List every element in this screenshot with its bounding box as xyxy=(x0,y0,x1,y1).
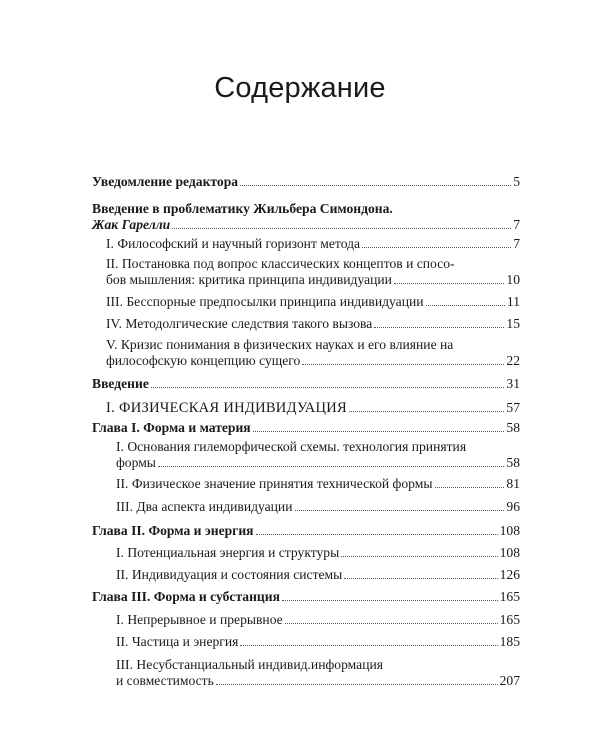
toc-entry-label: II. Частица и энергия xyxy=(116,634,239,649)
toc-subentry[interactable] xyxy=(92,236,520,252)
toc-subentry[interactable] xyxy=(92,294,520,310)
toc-subentry[interactable] xyxy=(92,476,520,492)
toc-subentry[interactable] xyxy=(92,612,520,628)
dot-leader xyxy=(394,283,504,284)
page-number: 31 xyxy=(506,376,520,391)
dot-leader xyxy=(282,600,498,601)
toc-entry-label: I. ФИЗИЧЕСКАЯ ИНДИВИДУАЦИЯ xyxy=(106,400,348,416)
toc-entry-label: Глава I. Форма и материя xyxy=(92,420,251,435)
page-number: 5 xyxy=(513,174,520,189)
page-number: 15 xyxy=(506,316,520,331)
page-number: 126 xyxy=(499,567,520,582)
dot-leader xyxy=(253,431,505,432)
dot-leader xyxy=(341,556,497,557)
dot-leader xyxy=(240,185,511,186)
dot-leader xyxy=(216,684,498,685)
page-number: 81 xyxy=(506,476,520,491)
toc-subentry[interactable] xyxy=(92,256,520,288)
dot-leader xyxy=(344,578,497,579)
toc-entry-label: II. Индивидуация и состояния системы xyxy=(116,567,343,582)
toc-entry-label: Глава II. Форма и энергия xyxy=(92,523,254,538)
page-number: 10 xyxy=(506,272,520,287)
toc-entry-label: III. Два аспекта индивидуации xyxy=(116,499,293,514)
toc-entry-label: I. Потенциальная энергия и структуры xyxy=(116,545,340,560)
page-number: 185 xyxy=(499,634,520,649)
toc-entry-chapter1[interactable] xyxy=(92,420,520,436)
toc-subentry[interactable] xyxy=(92,499,520,515)
page-number: 11 xyxy=(506,294,520,309)
page-number: 7 xyxy=(513,217,520,232)
toc-entry-label: I. Непрерывное и прерывное xyxy=(116,612,283,627)
dot-leader xyxy=(256,534,498,535)
page-number: 108 xyxy=(499,545,520,560)
toc-subentry[interactable] xyxy=(92,316,520,332)
toc-entry-label-cont: и совместимость xyxy=(116,673,214,688)
dot-leader xyxy=(240,645,497,646)
toc-entry-chapter2[interactable] xyxy=(92,523,520,539)
page-number: 108 xyxy=(499,523,520,538)
dot-leader xyxy=(158,466,504,467)
dot-leader xyxy=(295,510,505,511)
toc-entry-label-cont: бов мышления: критика принципа индивидуации xyxy=(106,272,392,287)
toc-subentry[interactable] xyxy=(92,567,520,583)
page-number: 7 xyxy=(513,236,520,251)
toc-entry-label: III. Несубстанциальный индивид.информация xyxy=(116,657,384,672)
dot-leader xyxy=(426,305,505,306)
toc-entry-label: III. Бесспорные предпосылки принципа индивидуации xyxy=(106,294,424,309)
toc-entry-label: II. Постановка под вопрос классических концептов и спосо- xyxy=(106,256,455,271)
toc-entry-author: Жак Гарелли xyxy=(92,217,171,232)
page-number: 165 xyxy=(499,589,520,604)
toc-entry-label: Введение в проблематику Жильбера Симондона. xyxy=(92,201,393,216)
toc-subentry[interactable] xyxy=(92,545,520,561)
toc-entry-intro-problem[interactable] xyxy=(92,201,520,233)
toc-entry-label-cont: формы xyxy=(116,455,156,470)
dot-leader xyxy=(435,487,505,488)
dot-leader xyxy=(362,247,511,248)
toc-entry-part1[interactable] xyxy=(92,400,520,416)
page-number: 96 xyxy=(506,499,520,514)
page-number: 58 xyxy=(506,455,520,470)
dot-leader xyxy=(151,387,505,388)
toc-entry-label: I. Философский и научный горизонт метода xyxy=(106,236,361,251)
toc-subentry[interactable] xyxy=(92,337,520,369)
toc-entry-chapter3[interactable] xyxy=(92,589,520,605)
page-number: 22 xyxy=(506,353,520,368)
toc-entry-introduction[interactable] xyxy=(92,376,520,392)
dot-leader xyxy=(374,327,504,328)
toc-entry-label: V. Кризис понимания в физических науках и его влияние на xyxy=(106,337,454,352)
toc-entry-label: Введение xyxy=(92,376,149,391)
toc-entry-editor-note[interactable] xyxy=(92,174,520,190)
toc-entry-label: IV. Методолгические следствия такого вызова xyxy=(106,316,373,331)
toc-entry-label: Глава III. Форма и субстанция xyxy=(92,589,280,604)
page-number: 58 xyxy=(506,420,520,435)
dot-leader xyxy=(302,364,504,365)
toc-subentry[interactable] xyxy=(92,439,520,471)
toc-subentry[interactable] xyxy=(92,634,520,650)
page-number: 165 xyxy=(499,612,520,627)
dot-leader xyxy=(172,228,511,229)
toc-subentry[interactable] xyxy=(92,657,520,689)
toc-entry-label: Уведомление редактора xyxy=(92,174,239,189)
dot-leader xyxy=(285,623,498,624)
dot-leader xyxy=(349,411,504,412)
page-number: 207 xyxy=(499,673,520,688)
toc-entry-label-cont: философскую концепцию сущего xyxy=(106,353,301,368)
page-title: Содержание xyxy=(214,72,386,104)
toc-entry-label: II. Физическое значение принятия технической формы xyxy=(116,476,433,491)
toc-entry-label: I. Основания гилеморфической схемы. технология принятия xyxy=(116,439,467,454)
page-number: 57 xyxy=(506,400,520,415)
